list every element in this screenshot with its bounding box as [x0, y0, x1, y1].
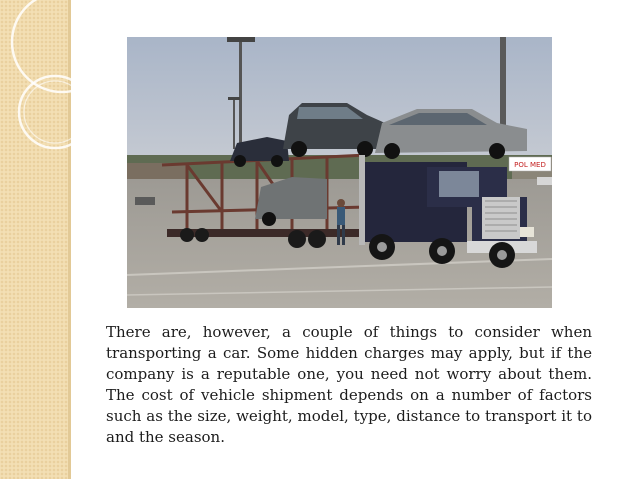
slide-body-text: There are, however, a couple of things to consider when transporting a car. Some hidden charges may apply, but if the company is a reputable one, you need not worry about them. The cost of vehicle shipment depends on a number of factors such as the size, weight, model, type, distance to transport it to and the season.: [106, 323, 592, 446]
photo-illustration: [127, 37, 552, 308]
decorative-circles: [0, 0, 90, 200]
store-sign-text: POL MED: [514, 161, 546, 169]
car-carrier-truck-photo: [127, 37, 552, 308]
